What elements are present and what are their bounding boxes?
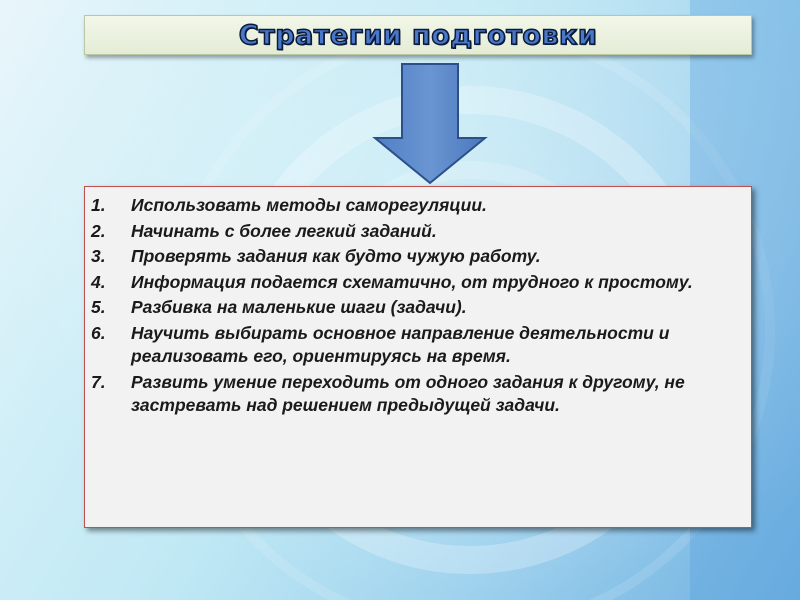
list-item — [91, 194, 733, 218]
list-item — [91, 245, 733, 269]
list-item — [91, 371, 733, 418]
down-arrow-icon — [372, 62, 488, 186]
list-item — [91, 296, 733, 320]
slide-title: Стратегии подготовки — [238, 19, 598, 51]
item-text: Начинать с более легкий заданий. — [131, 220, 437, 241]
item-text: Развить умение переходить от одного задания к другому, не застревать над решением предыдущей задачи. — [131, 371, 685, 415]
item-number: 5. — [91, 297, 106, 317]
item-text: Разбивка на маленькие шаги (задачи). — [131, 297, 467, 317]
item-number: 7. — [91, 371, 106, 392]
item-number: 3. — [91, 246, 106, 266]
strategies-list — [85, 187, 751, 418]
item-number: 1. — [91, 195, 106, 215]
list-item — [91, 271, 733, 295]
item-number: 6. — [91, 322, 106, 343]
item-text: Использовать методы саморегуляции. — [131, 195, 487, 215]
item-number: 2. — [91, 220, 106, 241]
item-text: Информация подается схематично, от трудного к простому. — [131, 271, 693, 292]
list-item — [91, 322, 733, 369]
item-text: Научить выбирать основное направление деятельности и реализовать его, ориентируясь на время. — [131, 322, 670, 366]
title-box — [84, 15, 752, 55]
item-number: 4. — [91, 271, 106, 292]
strategies-box — [84, 186, 752, 528]
item-text: Проверять задания как будто чужую работу. — [131, 246, 541, 266]
list-item — [91, 220, 733, 244]
